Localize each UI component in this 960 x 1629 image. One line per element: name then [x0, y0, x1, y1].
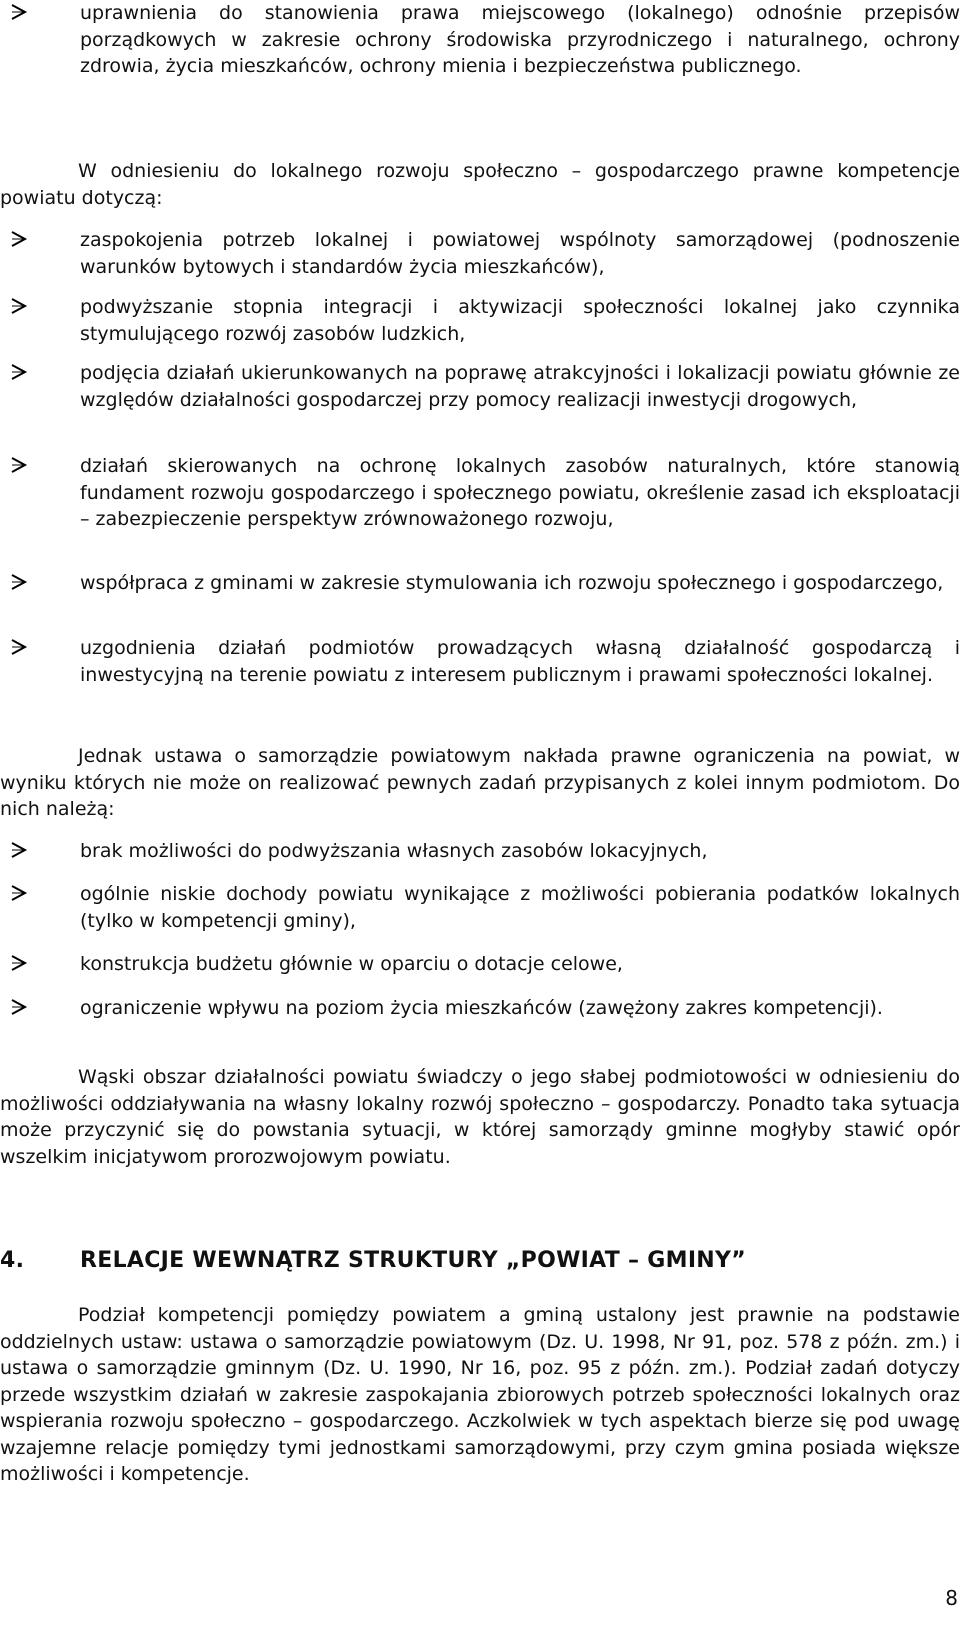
arrowhead-bullet-icon: [10, 3, 28, 21]
list-item-text: uprawnienia do stanowienia prawa miejscowego (lokalnego) odnośnie przepisów porządkowych w zakresie ochrony środowiska przyrodniczego i naturalnego, ochrony zdrowia, życia mieszkańców, ochrony mienia i bezpieczeństwa publicznego.: [80, 2, 960, 77]
list-item-text: współpraca z gminami w zakresie stymulowania ich rozwoju społecznego i gospodarczego,: [80, 572, 944, 594]
paragraph: W odniesieniu do lokalnego rozwoju społeczno – gospodarczego prawne kompetencje powiatu dotyczą:: [0, 160, 960, 209]
paragraph: Wąski obszar działalności powiatu świadczy o jego słabej podmiotowości w odniesieniu do możliwości oddziaływania na własny lokalny rozwój społeczno – gospodarczy. Ponadto taka sytuacja może przyczynić się do powstania sytuacji, w której samorządy gminne mogłyby stawić opór wszelkim inicjatywom prorozwojowym powiatu.: [0, 1066, 960, 1168]
paragraph: Jednak ustawa o samorządzie powiatowym nakłada prawne ograniczenia na powiat, w wyniku których nie może on realizować pewnych zadań przypisanych z kolei innym podmiotom. Do nich należą:: [0, 745, 960, 820]
list-item-text: uzgodnienia działań podmiotów prowadzących własną działalność gospodarczą i inwestycyjną na terenie powiatu z interesem publicznym i prawami społeczności lokalnej.: [80, 637, 960, 686]
list-item-text: ograniczenie wpływu na poziom życia mieszkańców (zawężony zakres kompetencji).: [80, 997, 883, 1019]
list-item-text: podjęcia działań ukierunkowanych na poprawę atrakcyjności i lokalizacji powiatu głównie ze względów działalności gospodarczej przy pomocy realizacji inwestycji drogowych,: [80, 362, 960, 411]
list-item-text: brak możliwości do podwyższania własnych zasobów lokacyjnych,: [80, 840, 708, 862]
page-number: 8: [945, 1586, 958, 1610]
arrowhead-bullet-icon: [10, 954, 28, 972]
arrowhead-bullet-icon: [10, 884, 28, 902]
paragraph: Podział kompetencji pomiędzy powiatem a gminą ustalony jest prawnie na podstawie oddzielnych ustaw: ustawa o samorządzie powiatowym (Dz. U. 1998, Nr 91, poz. 578 z późn. zm.) i ustawa o samorządzie gminnym (Dz. U. 1990, Nr 16, poz. 95 z późn. zm.). Podział zadań dotyczy przede wszystkim działań w zakresie zaspokajania zbiorowych potrzeb społeczności lokalnych oraz wspierania rozwoju społeczno – gospodarczego. Aczkolwiek w tych aspektach bierze się pod uwagę wzajemne relacje pomiędzy tymi jednostkami samorządowymi, przy czym gmina posiada większe możliwości i kompetencje.: [0, 1304, 960, 1485]
list-item-text: podwyższanie stopnia integracji i aktywizacji społeczności lokalnej jako czynnika stymulującego rozwój zasobów ludzkich,: [80, 296, 960, 345]
arrowhead-bullet-icon: [10, 456, 28, 474]
arrowhead-bullet-icon: [10, 638, 28, 656]
arrowhead-bullet-icon: [10, 998, 28, 1016]
arrowhead-bullet-icon: [10, 297, 28, 315]
arrowhead-bullet-icon: [10, 841, 28, 859]
list-item-text: zaspokojenia potrzeb lokalnej i powiatowej wspólnoty samorządowej (podnoszenie warunków bytowych i standardów życia mieszkańców),: [80, 229, 960, 278]
list-item-text: ogólnie niskie dochody powiatu wynikające z możliwości pobierania podatków lokalnych (tylko w kompetencji gminy),: [80, 883, 960, 932]
section-title: RELACJE WEWNĄTRZ STRUKTURY „POWIAT – GMINY”: [80, 1248, 747, 1273]
section-number: 4.: [0, 1248, 25, 1273]
list-item-text: działań skierowanych na ochronę lokalnych zasobów naturalnych, które stanowią fundament rozwoju gospodarczego i społecznego powiatu, określenie zasad ich eksploatacji – zabezpieczenie perspektyw zrównoważonego rozwoju,: [80, 455, 960, 530]
list-item-text: konstrukcja budżetu głównie w oparciu o dotacje celowe,: [80, 953, 623, 975]
arrowhead-bullet-icon: [10, 363, 28, 381]
arrowhead-bullet-icon: [10, 573, 28, 591]
arrowhead-bullet-icon: [10, 230, 28, 248]
